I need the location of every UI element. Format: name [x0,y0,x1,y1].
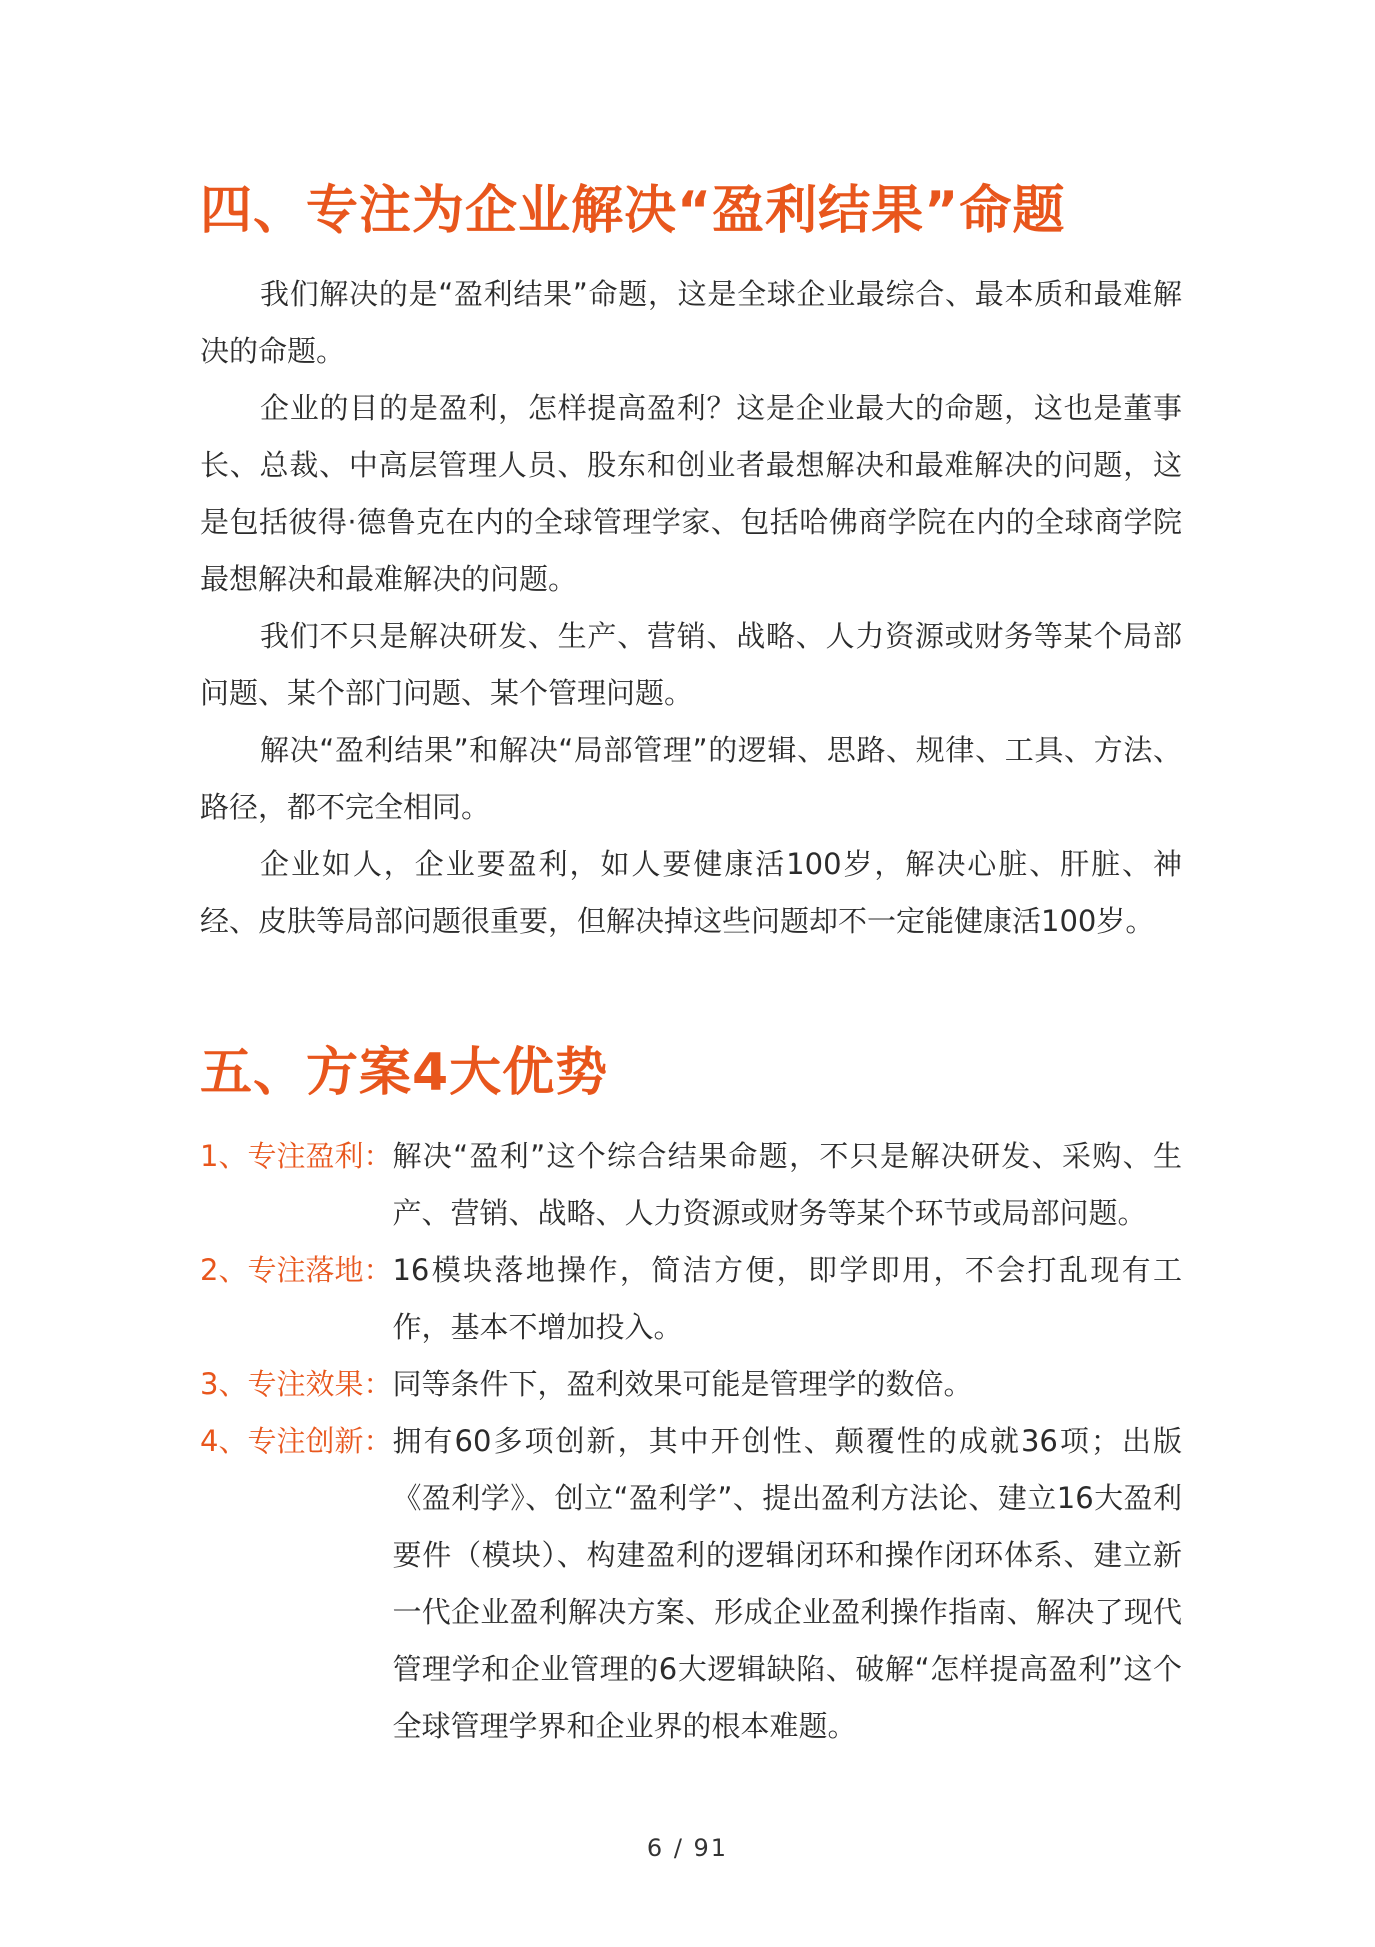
advantage-text: 同等条件下，盈利效果可能是管理学的数倍。 [392,1367,973,1401]
advantage-label: 3、专注效果： [200,1367,393,1401]
advantage-text: 拥有60多项创新，其中开创性、颠覆性的成就36项；出版《盈利学》、创立“盈利学”、提出盈利方法论、建立16大盈利要件（模块）、构建盈利的逻辑闭环和操作闭环体系、建立新一代企业盈利解决方案、形成企业盈利操作指南、解决了现代管理学和企业管理的6大逻辑缺陷、破解“怎样提高盈利”这个全球管理学界和企业界的根本难题。 [392,1424,1182,1743]
advantage-item [200,1242,1182,1356]
advantage-text: 解决“盈利”这个综合结果命题，不只是解决研发、采购、生产、营销、战略、人力资源或财务等某个环节或局部问题。 [392,1139,1182,1230]
advantage-item [200,1356,1182,1413]
advantages-list [200,1128,1182,1755]
section-heading-four-advantages: 五、方案4大优势 [200,1043,609,1103]
paragraph: 我们不只是解决研发、生产、营销、战略、人力资源或财务等某个局部问题、某个部门问题、某个管理问题。 [200,619,1182,710]
paragraph: 企业如人，企业要盈利，如人要健康活100岁，解决心脏、肝脏、神经、皮肤等局部问题很重要，但解决掉这些问题却不一定能健康活100岁。 [200,847,1182,938]
advantage-item [200,1128,1182,1242]
section-heading-profit-results: 四、专注为企业解决“盈利结果”命题 [200,181,1066,241]
paragraph: 我们解决的是“盈利结果”命题，这是全球企业最综合、最本质和最难解决的命题。 [200,277,1182,368]
page-number: 6 / 91 [646,1834,729,1862]
paragraph: 解决“盈利结果”和解决“局部管理”的逻辑、思路、规律、工具、方法、路径，都不完全相同。 [200,733,1182,824]
section-body-profit-results [200,266,1182,950]
advantage-item [200,1413,1182,1755]
advantage-label: 4、专注创新： [200,1424,393,1458]
advantage-label: 2、专注落地： [200,1253,393,1287]
paragraph: 企业的目的是盈利，怎样提高盈利？这是企业最大的命题，这也是董事长、总裁、中高层管理人员、股东和创业者最想解决和最难解决的问题，这是包括彼得·德鲁克在内的全球管理学家、包括哈佛商学院在内的全球商学院最想解决和最难解决的问题。 [200,391,1182,596]
advantage-text: 16模块落地操作，简洁方便，即学即用，不会打乱现有工作，基本不增加投入。 [392,1253,1182,1344]
advantage-label: 1、专注盈利： [200,1139,393,1173]
